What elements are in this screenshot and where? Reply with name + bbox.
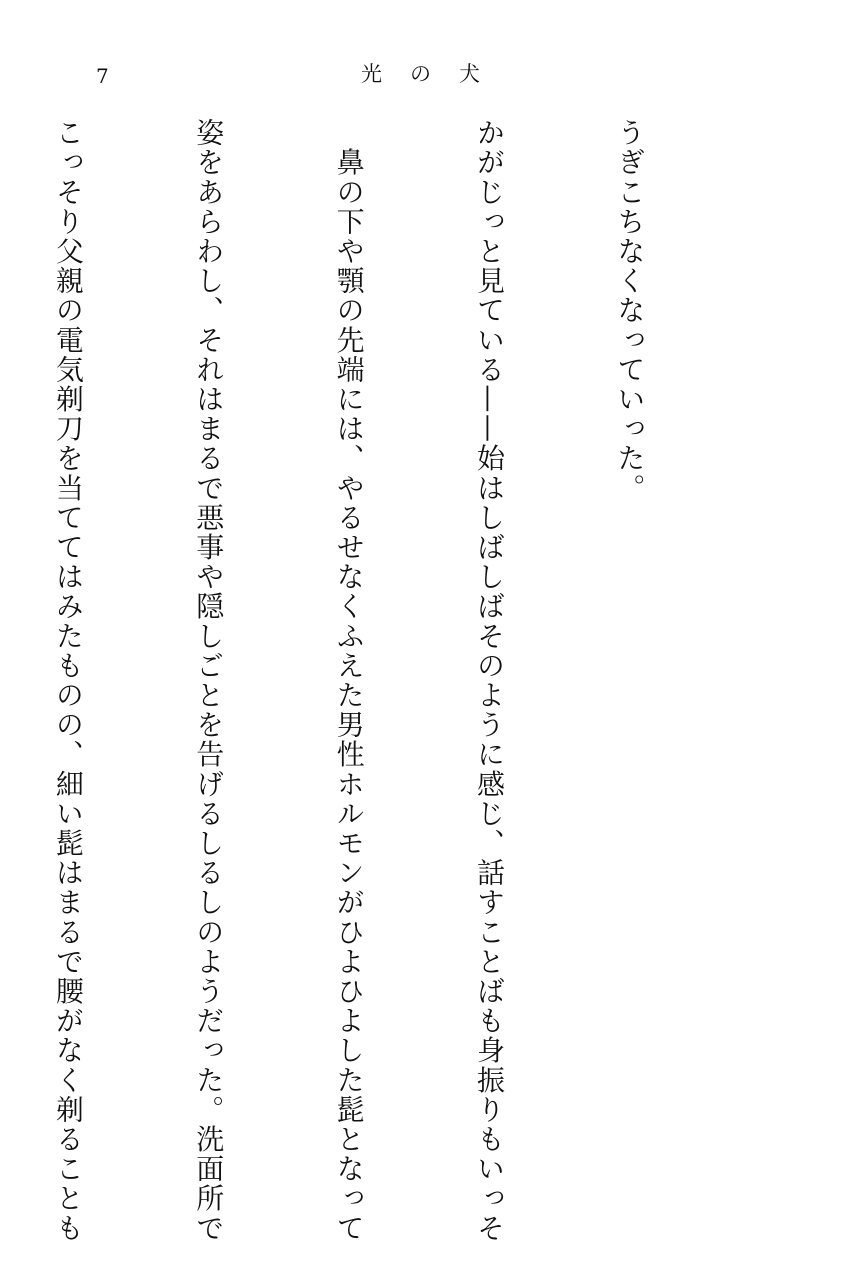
text-column: うぎこちなくなっていった。	[613, 118, 647, 503]
vertical-body-text	[51, 118, 746, 1243]
text-column: 姿をあらわし、それはまるで悪事や隠しごとを告げるしるしのようだった。洗面所で	[192, 118, 226, 1243]
text-column: かがじっと見ている——始はしばしばそのように感じ、話すことばも身振りもいっそ	[473, 118, 507, 1243]
text-column: 鼻の下や顎の先端には、やるせなくふえた男性ホルモンがひよひよした髭となって	[332, 118, 366, 1243]
page-number: 7	[96, 64, 109, 88]
text-column: こっそり父親の電気剃刀を当ててはみたものの、細い髭はまるで腰がなく剃ることも	[51, 118, 85, 1243]
running-title: 光の犬	[361, 62, 508, 86]
